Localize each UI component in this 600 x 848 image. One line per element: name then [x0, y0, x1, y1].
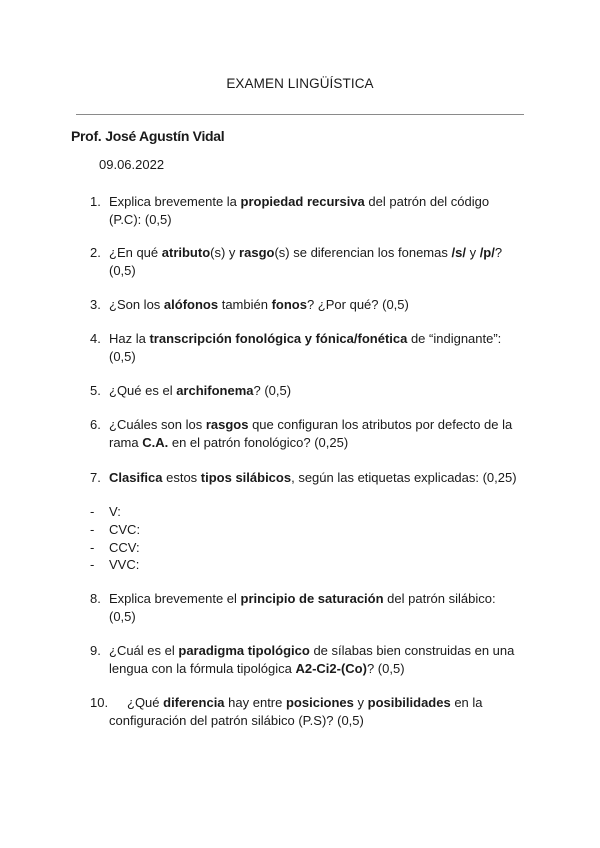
- question-number: 1.: [90, 194, 101, 209]
- exam-date: 09.06.2022: [99, 157, 165, 172]
- question-text: ¿Qué diferencia hay entre posiciones y posibilidades en la configuración del patrón silábico (P.S)? (0,5): [109, 695, 483, 728]
- question-4: [90, 330, 520, 365]
- question-text: ¿Cuál es el paradigma tipológico de sílabas bien construidas en una lengua con la fórmula tipológica A2-Ci2-(Co)? (0,5): [109, 643, 515, 676]
- title-divider: [76, 114, 524, 115]
- professor-line: [71, 128, 224, 144]
- question-text: ¿Qué es el archifonema? (0,5): [109, 383, 292, 398]
- question-text: ¿Cuáles son los rasgos que configuran los atributos por defecto de la rama C.A. en el patrón fonológico? (0,25): [109, 417, 513, 450]
- question-number: 5.: [90, 383, 101, 398]
- syllable-type-item: [90, 539, 140, 557]
- question-6: [90, 416, 520, 451]
- question-text: Explica brevemente el principio de saturación del patrón silábico: (0,5): [109, 591, 496, 624]
- professor-name: José Agustín Vidal: [105, 128, 225, 144]
- question-8: [90, 590, 520, 625]
- syllable-type-item: [90, 556, 139, 574]
- question-1: [90, 193, 520, 228]
- question-number: 3.: [90, 297, 101, 312]
- syllable-type-label: VVC:: [109, 557, 140, 572]
- question-number: 7.: [90, 470, 101, 485]
- list-dash: -: [90, 540, 95, 555]
- question-number: 9.: [90, 643, 101, 658]
- question-number: 8.: [90, 591, 101, 606]
- exam-title: EXAMEN LINGÜÍSTICA: [226, 76, 374, 91]
- question-2: [90, 244, 520, 279]
- question-number: 4.: [90, 331, 101, 346]
- syllable-type-label: CCV:: [109, 540, 140, 555]
- question-text: ¿En qué atributo(s) y rasgo(s) se diferencian los fonemas /s/ y /p/? (0,5): [109, 245, 503, 278]
- question-text: Clasifica estos tipos silábicos, según las etiquetas explicadas: (0,25): [109, 470, 517, 485]
- syllable-type-item: [90, 503, 121, 521]
- question-10: [90, 694, 520, 729]
- question-7: [90, 469, 520, 487]
- list-dash: -: [90, 522, 95, 537]
- question-number: 10.: [90, 695, 109, 710]
- syllable-type-label: V:: [109, 504, 121, 519]
- question-text: Explica brevemente la propiedad recursiva del patrón del código (P.C): (0,5): [109, 194, 490, 227]
- list-dash: -: [90, 557, 95, 572]
- question-text: Haz la transcripción fonológica y fónica/fonética de “indignante”: (0,5): [109, 331, 502, 364]
- question-number: 6.: [90, 417, 101, 432]
- question-number: 2.: [90, 245, 101, 260]
- syllable-type-item: [90, 521, 140, 539]
- question-9: [90, 642, 520, 677]
- question-5: [90, 382, 520, 400]
- list-dash: -: [90, 504, 95, 519]
- question-text: ¿Son los alófonos también fonos? ¿Por qué? (0,5): [109, 297, 409, 312]
- question-3: [90, 296, 520, 314]
- professor-label: Prof.: [71, 128, 102, 144]
- syllable-type-label: CVC:: [109, 522, 141, 537]
